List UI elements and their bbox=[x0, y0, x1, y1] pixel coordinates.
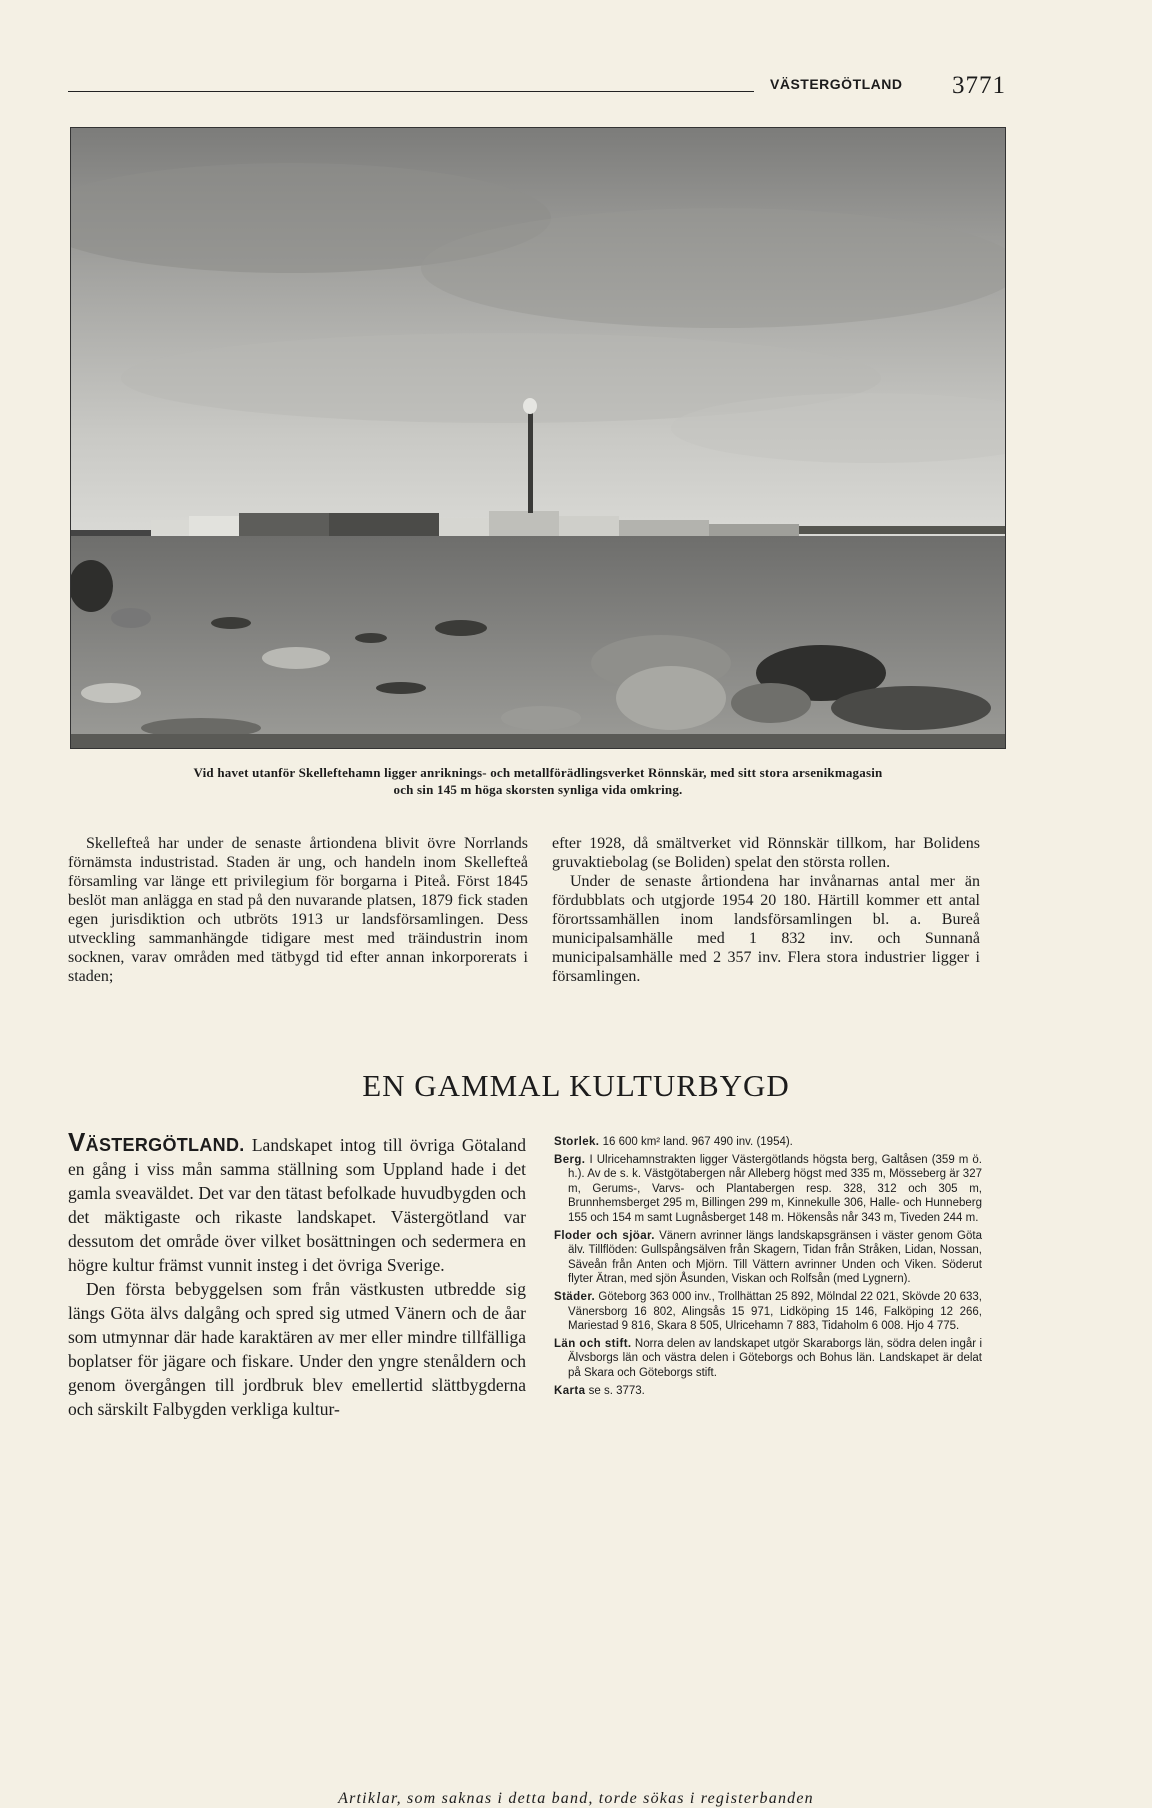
fact-key: Län och stift. bbox=[554, 1337, 632, 1350]
article-paragraph: Under de senaste årtiondena har invånarnas antal mer än fördubblats och utgjorde 1954 20 180. Härtill kommer ett antal förortssamhällen inom landsförsamlingen bl. a. Bureå municipalsamhälle med 1 832 inv. och Sunnanå municipalsamhälle med 2 357 inv. Flera stora industrier ligger i församlingen. bbox=[552, 873, 980, 985]
fact-entry bbox=[554, 1135, 982, 1150]
chimney bbox=[528, 413, 533, 513]
fact-key: Städer. bbox=[554, 1290, 596, 1303]
running-head: VÄSTERGÖTLAND bbox=[770, 76, 903, 92]
caption-line-2: och sin 145 m höga skorsten synliga vida omkring. bbox=[393, 782, 683, 797]
fact-text: I Ulricehamnstrakten ligger Västergötlands högsta berg, Galtåsen (359 m ö. h.). Av de s. k. Västgötabergen når Alleberg högst med 335 m, Mösseberg är 327 m, Gerums-, Varvs- och Plantabergen resp. 328, 312 och 305 m, Brunnhemsberget 295 m, Billingen 299 m, Kinnekulle 306, Halle- och Hunneberg 155 och 154 m samt Lugnåsberget 148 m. Hökensås når 343 m, Tiveden 244 m. bbox=[568, 1153, 982, 1224]
facts-box bbox=[554, 1135, 982, 1401]
footer-note: Artiklar, som saknas i detta band, torde sökas i registerbanden bbox=[338, 1790, 814, 1807]
fact-text: 16 600 km² land. 967 490 inv. (1954). bbox=[599, 1136, 793, 1148]
photo-illustration bbox=[71, 128, 1006, 749]
fact-key: Karta bbox=[554, 1384, 586, 1397]
fact-entry bbox=[554, 1229, 982, 1287]
fact-text: Göteborg 363 000 inv., Trollhättan 25 892, Mölndal 22 021, Skövde 20 633, Vänersborg 16 802, Alingsås 15 971, Lidköping 15 146, Falköping 12 266, Mariestad 9 816, Skara 8 505, Ulricehamn 7 883, Tidaholm 6 008. Hjo 4 775. bbox=[568, 1290, 982, 1333]
fact-entry bbox=[554, 1384, 982, 1399]
lead-word: ÄSTERGÖTLAND. bbox=[85, 1135, 245, 1155]
lead-initial: V bbox=[68, 1127, 86, 1157]
fact-entry bbox=[554, 1290, 982, 1334]
caption-line-1: Vid havet utanför Skelleftehamn ligger anriknings- och metallförädlingsverket Rönnskär, med sitt stora arsenikmagasin bbox=[193, 765, 883, 780]
article-paragraph: Skellefteå har under de senaste årtiondena blivit övre Norrlands förnämsta industristad. Staden är ung, och handeln inom Skellefteå församling var länge ett privilegium för borgarna i Piteå. Först 1845 beslöt man anlägga en stad på den nuvarande platsen, 1879 fick staden egen jurisdiktion och utbröts 1913 ur landsförsamlingen. Dess utveckling sammanhängde tidigare mest med träindustrin inom socknen, varav områden med tätbygd tid efter annan inkorporerats i staden; bbox=[68, 835, 528, 985]
page-number: 3771 bbox=[952, 72, 1006, 99]
section-lead-paragraph bbox=[68, 1127, 526, 1277]
article-column-left bbox=[68, 834, 528, 986]
fact-key: Storlek. bbox=[554, 1136, 600, 1148]
fact-entry bbox=[554, 1153, 982, 1226]
fact-key: Berg. bbox=[554, 1153, 586, 1166]
fact-key: Floder och sjöar. bbox=[554, 1229, 655, 1242]
section-paragraph: Den första bebyggelsen som från västkusten utbredde sig längs Göta älvs dalgång och spred sig utmed Vänern och de åar som utmynnar där hade karaktären av mer eller mindre tillfälliga boplatser för jägare och fiskare. Under den yngre stenåldern och genom övergången till jordbruk blev emellertid slättbygderna och särskilt Falbygden verkliga kultur- bbox=[68, 1279, 526, 1419]
section-body bbox=[68, 1127, 526, 1421]
fact-entry bbox=[554, 1337, 982, 1381]
fact-text: Norra delen av landskapet utgör Skaraborgs län, södra delen ingår i Älvsborgs län och västra delen i Göteborgs och Bohus län. Landskapet är delat på Skara och Göteborgs stift. bbox=[568, 1337, 982, 1379]
fact-text: se s. 3773. bbox=[585, 1384, 645, 1397]
article-paragraph: efter 1928, då smältverket vid Rönnskär tillkom, har Bolidens gruvaktiebolag (se Boliden) spelat den största rollen. bbox=[552, 835, 980, 871]
lead-text: Landskapet intog till övriga Götaland en gång i viss mån samma ställning som Uppland hade i det gamla sveaväldet. Det var den tätast befolkade huvudbygden och det mäktigaste och rikaste landskapet. Västergötland var dessutom det område över vilket bosättningen och sedermera en högre kultur främst vunnit insteg i det övriga Sverige. bbox=[68, 1135, 526, 1275]
fact-text: Vänern avrinner längs landskapsgränsen i väster genom Göta älv. Tillflöden: Gullspångsälven från Skagern, Tidan från Stråken, Lidan, Nossan, Säveån från Anten och Mjörn. Till Vättern avrinner Unden och Viken. Söderut flyter Ätran, med sjön Åsunden, Viskan och Rolfsån (med Lygnern). bbox=[568, 1229, 982, 1286]
photograph bbox=[70, 127, 1006, 749]
header-rule bbox=[68, 91, 754, 92]
photo-caption bbox=[70, 764, 1006, 798]
article-column-right bbox=[552, 834, 980, 986]
section-title: EN GAMMAL KULTURBYGD bbox=[362, 1068, 790, 1103]
